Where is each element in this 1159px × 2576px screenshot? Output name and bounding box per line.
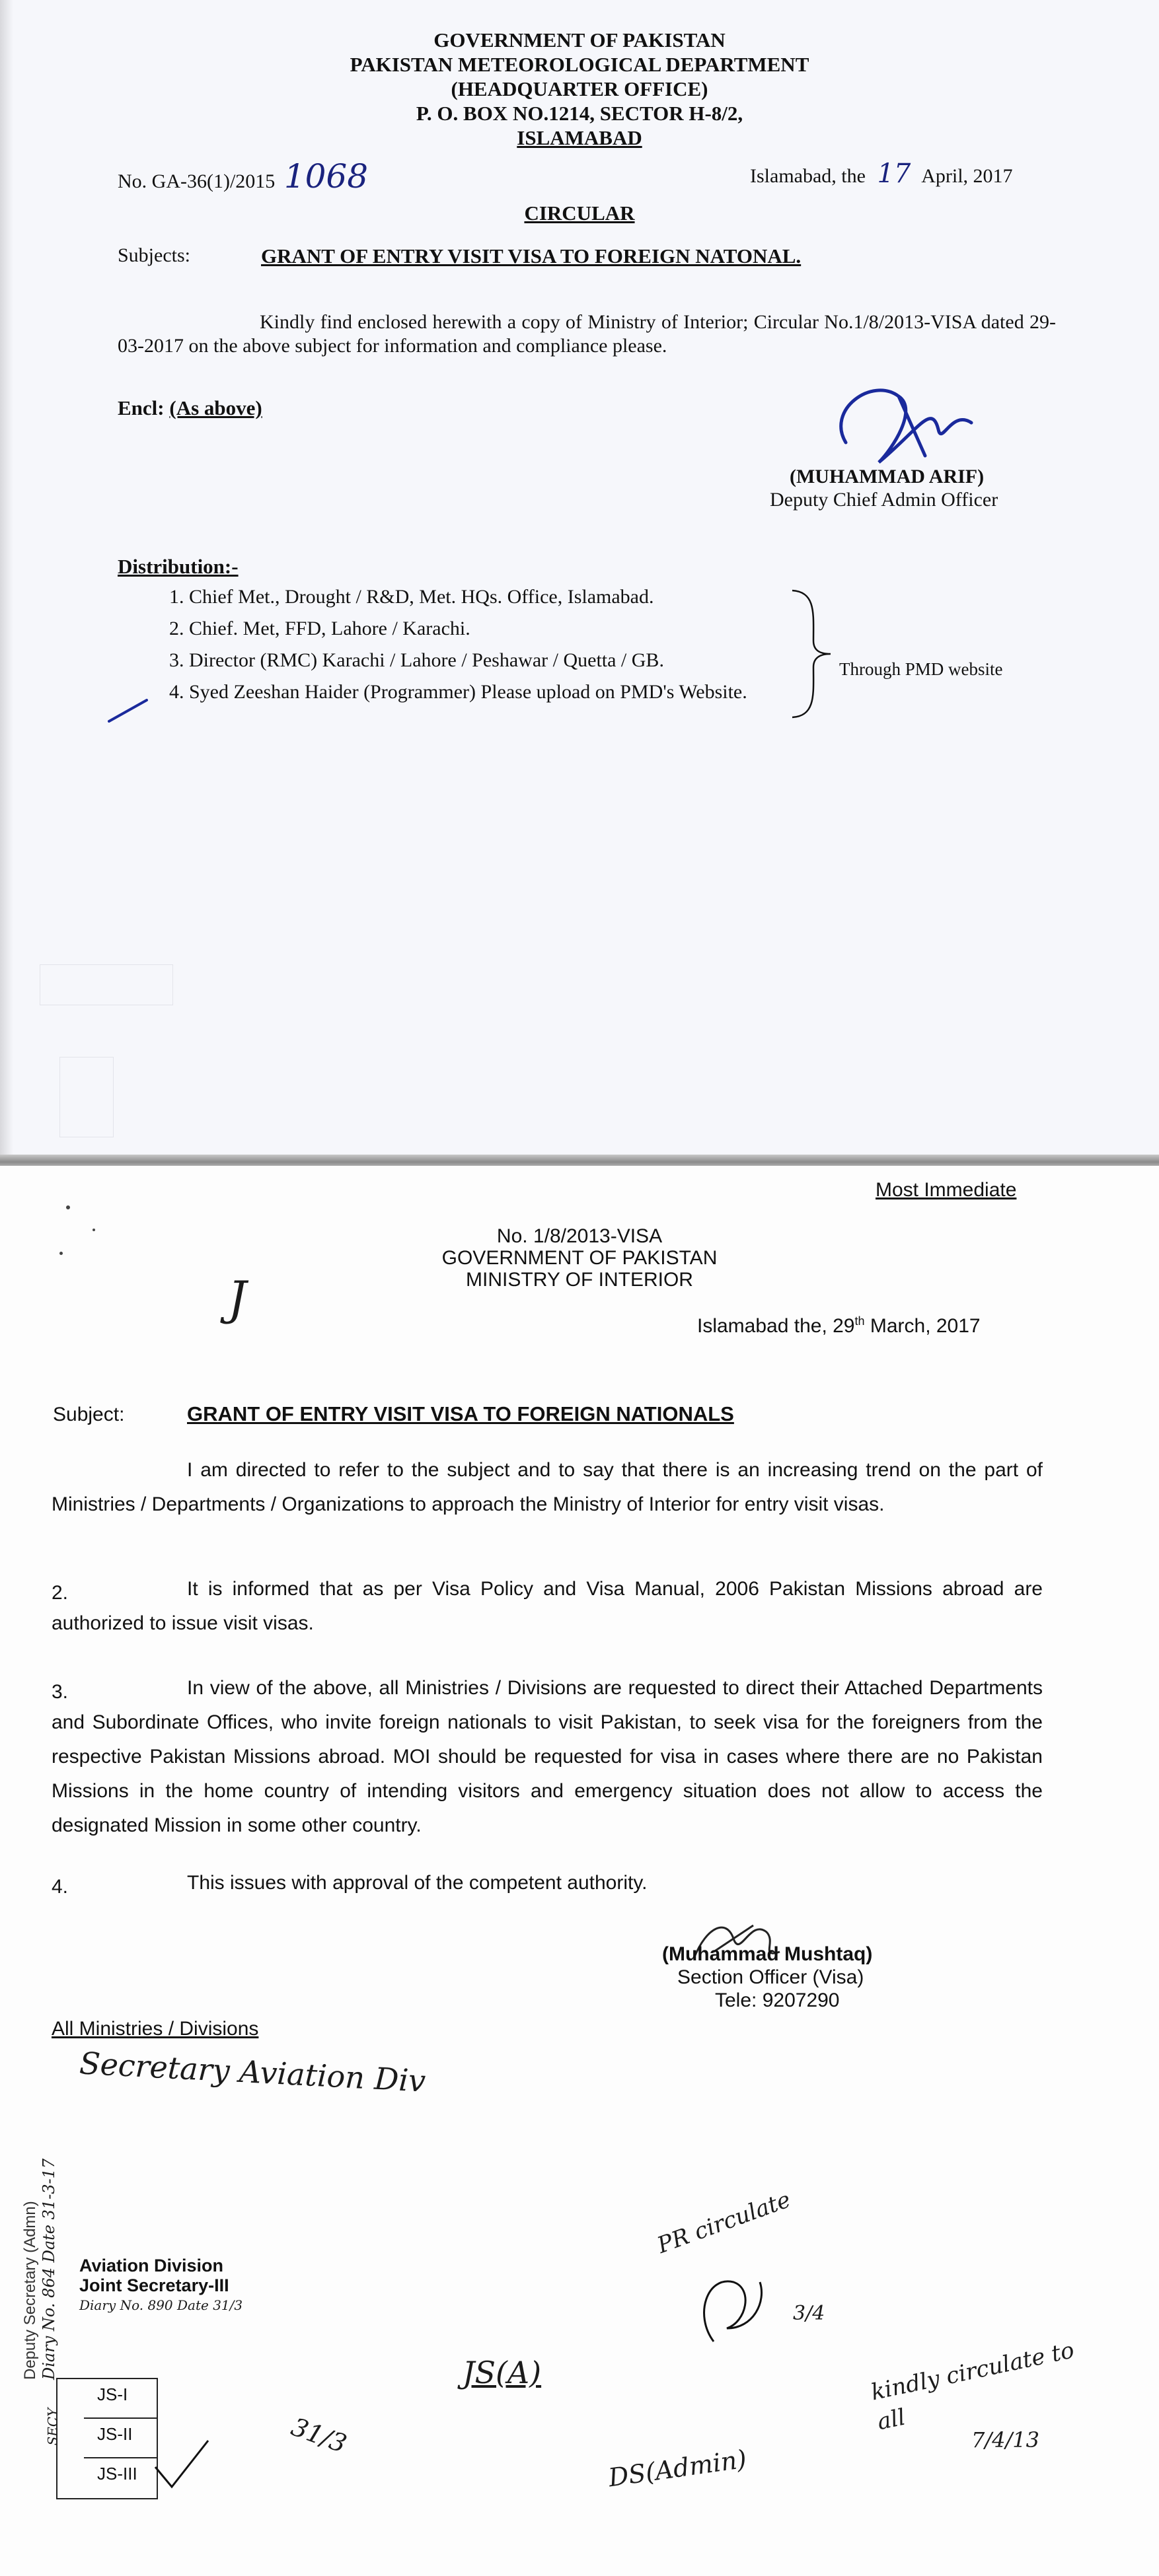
hand-date: 31/3	[287, 2412, 351, 2459]
circular-body: Kindly find enclosed herewith a copy of Ministry of Interior; Circular No.1/8/2013-VISA dated 29-03-2017 on the above subject for information and compliance please.	[118, 311, 1056, 357]
circular-date	[750, 159, 1013, 189]
circular-title: CIRCULAR	[524, 201, 635, 225]
tick-mark	[152, 2437, 211, 2490]
js-box-divider	[84, 2417, 157, 2419]
paragraph-number: 3.	[52, 1681, 69, 1703]
encl-label: Encl:	[118, 396, 165, 419]
initials-scribble	[687, 2262, 793, 2355]
letter-paragraph-4: This issues with approval of the competent authority.	[187, 1872, 648, 1894]
letter-signatory-title: Section Officer (Visa)	[677, 1966, 864, 1988]
letter-ref: No. 1/8/2013-VISA	[496, 1225, 663, 1247]
paragraph-number: 2.	[52, 1582, 69, 1604]
header-line3: (HEADQUARTER OFFICE)	[451, 77, 708, 100]
header-line1: GOVERNMENT OF PAKISTAN	[433, 28, 726, 52]
date-handwritten: 17	[877, 159, 911, 189]
encl-value: (As above)	[169, 396, 262, 419]
hand-kindly: kindly circulate to all	[868, 2337, 1077, 2436]
letter-gov: GOVERNMENT OF PAKISTAN	[441, 1247, 718, 1269]
date-suffix: April, 2017	[921, 165, 1013, 187]
deputy-secretary-stamp	[21, 2050, 58, 2380]
header-line5: ISLAMABAD	[517, 126, 642, 149]
letter-ministry: MINISTRY OF INTERIOR	[466, 1269, 693, 1291]
scan-speck	[66, 1205, 70, 1209]
bleed-through	[59, 1057, 114, 1137]
distribution-item: 1. Chief Met., Drought / R&D, Met. HQs. Office, Islamabad.	[189, 581, 850, 613]
distribution-item: 4. Syed Zeeshan Haider (Programmer) Please upload on PMD's Website.	[189, 676, 770, 708]
aviation-stamp	[79, 2256, 243, 2315]
enclosure	[118, 396, 262, 420]
date-prefix: Islamabad, the	[750, 165, 866, 187]
subject-label: Subjects:	[118, 244, 190, 266]
scan-shadow	[0, 0, 13, 1166]
distribution-item: 2. Chief. Met, FFD, Lahore / Karachi.	[189, 613, 850, 645]
distribution-bracket	[790, 588, 836, 720]
scan-speck	[93, 1229, 95, 1231]
bracket-note: Through PMD website	[839, 659, 1003, 679]
aviation-line2: Joint Secretary-III	[79, 2275, 229, 2295]
hand-pr: PR circulate	[654, 2186, 794, 2259]
js-box-side: SECY	[44, 2408, 61, 2446]
header-line4: P. O. BOX NO.1214, SECTOR H-8/2,	[416, 102, 743, 125]
priority-label: Most Immediate	[876, 1179, 1017, 1201]
letter-subject-text: GRANT OF ENTRY VISIT VISA TO FOREIGN NATIONALS	[187, 1402, 734, 1425]
letter-paragraph-1: I am directed to refer to the subject and to say that there is an increasing trend on the part of Ministries / Departments / Organizations to approach the Ministry of Interior for entry visit visas.	[52, 1459, 1043, 1515]
stamp-diary: Diary No. 864 Date 31-3-17	[40, 2158, 58, 2380]
aviation-diary: Diary No. 890 Date 31/3	[79, 2297, 243, 2313]
bleed-through	[40, 964, 173, 1005]
hand-date: 7/4/13	[971, 2427, 1039, 2452]
stamp-deputy-label: Deputy Secretary (Admn)	[21, 2201, 39, 2380]
subject-text: GRANT OF ENTRY VISIT VISA TO FOREIGN NATONAL.	[261, 244, 802, 268]
date-suffix: March, 2017	[864, 1315, 981, 1337]
distribution-item: 3. Director (RMC) Karachi / Lahore / Peshawar / Quetta / GB.	[189, 645, 850, 676]
circular-signatory-title: Deputy Chief Admin Officer	[770, 489, 998, 511]
date-prefix: Islamabad the, 29	[697, 1315, 855, 1337]
tick-mark	[106, 694, 152, 727]
addressee: All Ministries / Divisions	[52, 2018, 259, 2040]
header-line2: PAKISTAN METEOROLOGICAL DEPARTMENT	[350, 53, 809, 76]
circular-page	[0, 0, 1159, 1166]
distribution-label: Distribution:-	[118, 555, 239, 578]
js-box-divider	[84, 2457, 157, 2458]
letter-date	[697, 1314, 981, 1338]
js-routing-box	[44, 2378, 158, 2499]
ref-handwritten: 1068	[283, 157, 369, 196]
js-box-item: JS-III	[97, 2464, 137, 2484]
letter-paragraph-2: It is informed that as per Visa Policy and Visa Manual, 2006 Pakistan Missions abroad are authorized to issue visit visas.	[52, 1578, 1043, 1634]
paragraph-number: 4.	[52, 1876, 69, 1898]
scan-speck	[59, 1252, 63, 1255]
hand-js: JS(A)	[463, 2355, 542, 2390]
circular-signatory-name: (MUHAMMAD ARIF)	[790, 466, 985, 487]
handwritten-note: Secretary Aviation Div	[78, 2045, 427, 2099]
letter-signatory-tel: Tele: 9207290	[715, 1989, 840, 2011]
hand-ds: DS(Admin)	[606, 2444, 749, 2493]
js-box-item: JS-II	[97, 2424, 133, 2444]
distribution-list	[153, 581, 850, 708]
letter-signatory-name: (Muhammad Mushtaq)	[662, 1943, 873, 1965]
margin-mark: J	[228, 1271, 247, 1326]
date-sup: th	[854, 1314, 865, 1328]
moi-letter-page	[0, 1166, 1159, 2576]
circular-ref	[118, 157, 368, 196]
ref-number: No. GA-36(1)/2015	[118, 170, 276, 192]
js-box-item: JS-I	[97, 2384, 128, 2404]
aviation-line1: Aviation Division	[79, 2256, 224, 2275]
hand-date: 3/4	[793, 2302, 825, 2325]
letter-paragraph-3: In view of the above, all Ministries / Divisions are requested to direct their Attached Departments and Subordinate Offices, who invite foreign nationals to visit Pakistan, to seek visa for the foreigners from the respective Pakistan Missions abroad. MOI should be requested for visa in cases where there are no Pakistan Missions in the home country of intending visitors and emergency situation does not allow to access the designated Mission in some other country.	[52, 1677, 1043, 1836]
letter-subject-label: Subject:	[53, 1404, 125, 1425]
